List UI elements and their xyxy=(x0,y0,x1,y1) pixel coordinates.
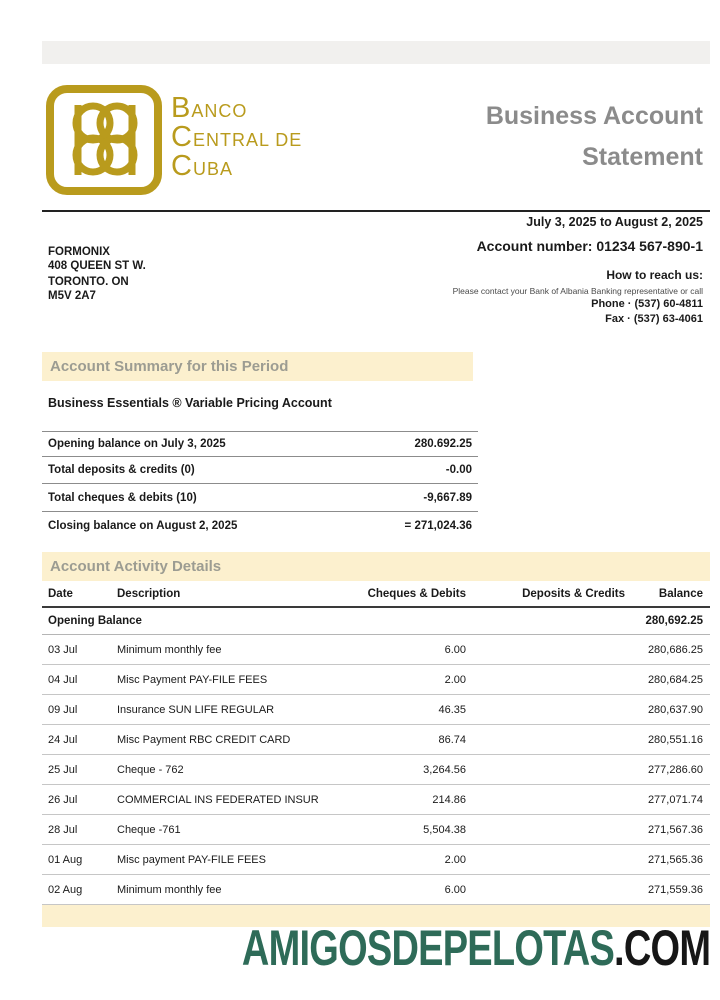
cell-balance: 280,637.90 xyxy=(647,703,703,716)
cell-date: 26 Jul xyxy=(48,793,78,806)
bank-wordmark xyxy=(171,84,302,196)
cell-balance: 271,559.36 xyxy=(647,883,703,896)
wordmark-rest: ENTRAL DE xyxy=(192,130,303,150)
summary-row xyxy=(42,431,478,456)
cell-balance: 277,286.60 xyxy=(647,763,703,776)
table-row xyxy=(42,725,710,755)
cell-debit: 5,504.38 xyxy=(423,823,466,836)
summary-table xyxy=(42,431,478,539)
cell-date: 09 Jul xyxy=(48,703,78,716)
summary-section-title: Account Summary for this Period xyxy=(50,358,289,375)
contact-heading: How to reach us: xyxy=(606,268,703,282)
document-title-line-2: Statement xyxy=(582,143,703,171)
cell-debit: 6.00 xyxy=(444,883,466,896)
header-divider xyxy=(42,210,710,212)
contact-phone: Phone · (537) 60-4811 xyxy=(591,298,703,310)
column-header-balance: Balance xyxy=(658,587,703,600)
cell-debit: 2.00 xyxy=(444,673,466,686)
cell-date: 01 Aug xyxy=(48,853,83,866)
summary-row xyxy=(42,456,478,483)
wordmark-rest: UBA xyxy=(192,159,233,179)
wordmark-rest: ANCO xyxy=(191,101,248,121)
opening-balance-label: Opening Balance xyxy=(48,615,142,627)
wordmark-initial: C xyxy=(171,150,193,182)
bank-logo-icon xyxy=(45,84,165,196)
watermark-tld: .COM xyxy=(613,920,710,976)
site-watermark xyxy=(242,922,710,974)
summary-row-label: Total cheques & debits (10) xyxy=(48,491,197,504)
column-header-description: Description xyxy=(117,587,181,600)
summary-row xyxy=(42,511,478,539)
cell-date: 25 Jul xyxy=(48,763,78,776)
cell-description: Misc Payment RBC CREDIT CARD xyxy=(117,733,291,746)
activity-section-header xyxy=(42,552,710,581)
cell-balance: 277,071.74 xyxy=(647,793,703,806)
recipient-name: FORMONIX xyxy=(48,246,110,258)
activity-table xyxy=(42,581,710,905)
summary-row-value: -0.00 xyxy=(445,464,472,476)
cell-description: Misc Payment PAY-FILE FEES xyxy=(117,673,268,686)
cell-balance: 280,684.25 xyxy=(647,673,703,686)
account-product-name: Business Essentials ® Variable Pricing Account xyxy=(48,396,332,410)
table-row xyxy=(42,875,710,905)
document-title xyxy=(300,96,703,178)
activity-header-row xyxy=(42,581,710,608)
cell-description: COMMERCIAL INS FEDERATED INSUR xyxy=(117,793,319,806)
wordmark-initial: C xyxy=(171,121,193,153)
summary-row xyxy=(42,483,478,511)
wordmark-line-3 xyxy=(171,152,302,181)
wordmark-initial: B xyxy=(171,92,192,124)
column-header-credits: Deposits & Credits xyxy=(522,587,625,600)
statement-period: July 3, 2025 to August 2, 2025 xyxy=(526,215,703,229)
cell-balance: 271,565.36 xyxy=(647,853,703,866)
contact-note: Please contact your Bank of Albania Banking representative or call xyxy=(452,286,703,296)
account-number: Account number: 01234 567-890-1 xyxy=(476,238,703,254)
recipient-address-line: M5V 2A7 xyxy=(48,289,96,302)
cell-description: Insurance SUN LIFE REGULAR xyxy=(117,703,275,716)
table-row xyxy=(42,695,710,725)
opening-balance-row xyxy=(42,608,710,635)
activity-section-title: Account Activity Details xyxy=(50,558,222,575)
cell-date: 04 Jul xyxy=(48,673,78,686)
table-row xyxy=(42,815,710,845)
cell-date: 02 Aug xyxy=(48,883,83,896)
recipient-address xyxy=(48,246,146,303)
recipient-address-line: 408 QUEEN ST W. xyxy=(48,259,146,272)
bank-logo xyxy=(45,84,302,196)
cell-description: Misc payment PAY-FILE FEES xyxy=(117,853,266,866)
summary-section-header xyxy=(42,352,473,381)
column-header-debits: Cheques & Debits xyxy=(367,587,466,600)
cell-debit: 2.00 xyxy=(444,853,466,866)
cell-description: Minimum monthly fee xyxy=(117,643,222,656)
table-row xyxy=(42,755,710,785)
cell-debit: 214.86 xyxy=(432,793,466,806)
cell-description: Minimum monthly fee xyxy=(117,883,222,896)
cell-debit: 86.74 xyxy=(438,733,466,746)
top-gray-bar xyxy=(42,41,710,64)
wordmark-line-1 xyxy=(171,94,302,123)
summary-row-label: Opening balance on July 3, 2025 xyxy=(48,438,226,450)
table-row xyxy=(42,785,710,815)
cell-date: 03 Jul xyxy=(48,643,78,656)
cell-date: 28 Jul xyxy=(48,823,78,836)
cell-balance: 271,567.36 xyxy=(647,823,703,836)
opening-balance-value: 280,692.25 xyxy=(645,615,703,627)
cell-balance: 280,551.16 xyxy=(647,733,703,746)
cell-description: Cheque - 762 xyxy=(117,763,184,776)
cell-balance: 280,686.25 xyxy=(647,643,703,656)
table-row xyxy=(42,665,710,695)
document-title-line-1: Business Account xyxy=(485,102,703,130)
table-row xyxy=(42,635,710,665)
cell-debit: 46.35 xyxy=(438,703,466,716)
column-header-date: Date xyxy=(48,587,73,600)
wordmark-line-2 xyxy=(171,123,302,152)
summary-row-value: 280.692.25 xyxy=(414,438,472,450)
cell-debit: 6.00 xyxy=(444,643,466,656)
summary-row-label: Total deposits & credits (0) xyxy=(48,464,195,476)
cell-description: Cheque -761 xyxy=(117,823,181,836)
contact-block xyxy=(250,268,703,326)
contact-fax: Fax · (537) 63-4061 xyxy=(605,313,703,325)
cell-date: 24 Jul xyxy=(48,733,78,746)
summary-row-value: = 271,024.36 xyxy=(404,519,472,532)
watermark-name: AMIGOSDEPELOTAS xyxy=(241,920,614,976)
cell-debit: 3,264.56 xyxy=(423,763,466,776)
recipient-address-line: TORONTO. ON xyxy=(48,276,129,288)
summary-row-value: -9,667.89 xyxy=(423,491,472,504)
table-row xyxy=(42,845,710,875)
summary-row-label: Closing balance on August 2, 2025 xyxy=(48,519,238,532)
